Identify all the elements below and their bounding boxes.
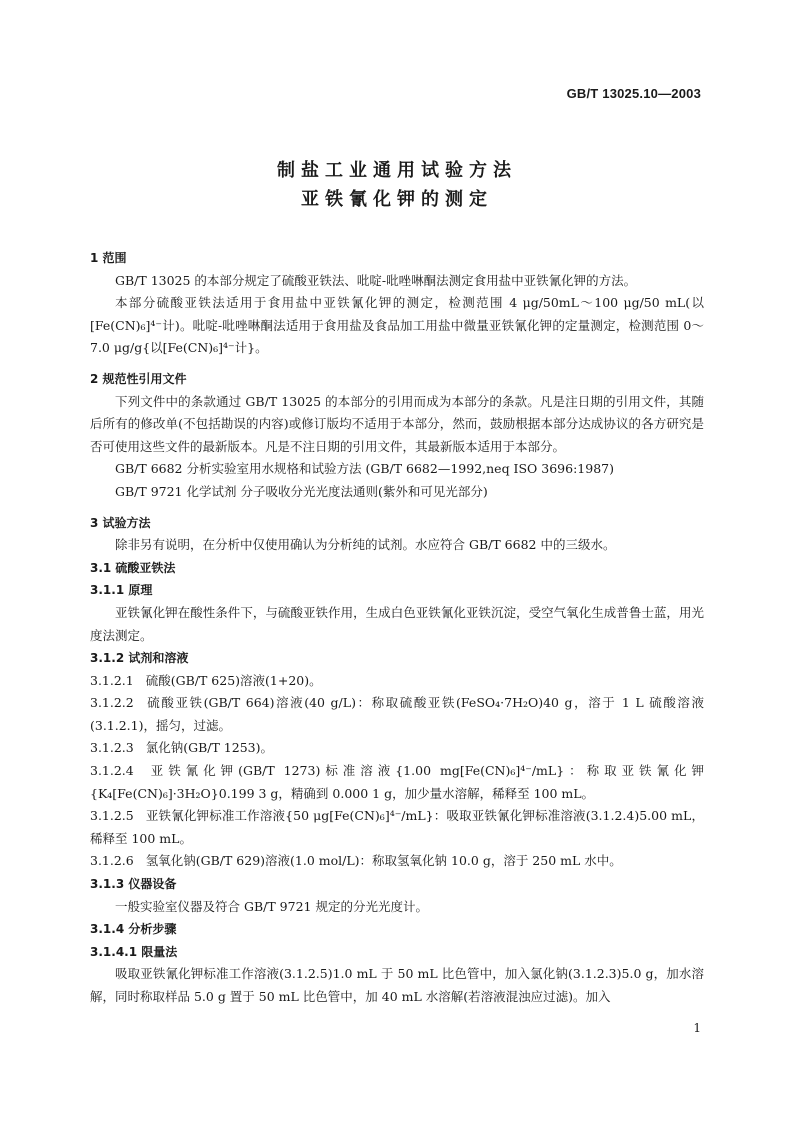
section-heading-methods: 3 试验方法 [90, 515, 151, 530]
subsection-heading: 3.1 硫酸亚铁法 [90, 560, 176, 575]
paragraph: 本部分硫酸亚铁法适用于食用盐中亚铁氰化钾的测定，检测范围 4 μg/50mL～100 μg/50 mL(以[Fe(CN)₆]⁴⁻计)。吡啶-吡唑啉酮法适用于食用盐及食品加工用盐中微量亚铁氰化钾的定量测定，检测范围 0～7.0 μg/g{以[Fe(CN)₆]⁴⁻计}。 [90, 295, 704, 356]
clause-item [90, 760, 704, 805]
page-number: 1 [693, 1021, 701, 1035]
clause-number: 3.1.2.6 [90, 853, 134, 869]
clause-text: 氯化钠(GB/T 1253)。 [145, 740, 273, 756]
section-heading-references: 2 规范性引用文件 [90, 371, 187, 386]
clause-number: 3.1.2.1 [90, 672, 134, 688]
paragraph: 亚铁氰化钾在酸性条件下，与硫酸亚铁作用，生成白色亚铁氰化亚铁沉淀，受空气氧化生成普鲁士蓝，用光度法测定。 [90, 604, 704, 643]
clause-text: 硫酸(GB/T 625)溶液(1+20)。 [145, 672, 322, 688]
clause-item [90, 805, 704, 850]
clause-item [90, 692, 704, 737]
clause-number: 3.1.2.2 [90, 695, 134, 711]
clause-text: 硫酸亚铁(GB/T 664)溶液(40 g/L)：称取硫酸亚铁(FeSO₄·7H₂O)40 g，溶于 1 L 硫酸溶液(3.1.2.1)，摇匀，过滤。 [90, 695, 704, 733]
reference-item: GB/T 9721 化学试剂 分子吸收分光光度法通则(紫外和可见光部分) [115, 483, 488, 499]
subsection-heading: 3.1.4 分析步骤 [90, 922, 177, 937]
paragraph: 一般实验室仪器及符合 GB/T 9721 规定的分光光度计。 [115, 898, 428, 914]
clause-text: 氢氧化钠(GB/T 629)溶液(1.0 mol/L)：称取氢氧化钠 10.0 g，溶于 250 mL 水中。 [145, 853, 622, 869]
clause-item [90, 670, 704, 693]
paragraph: GB/T 13025 的本部分规定了硫酸亚铁法、吡啶-吡唑啉酮法测定食用盐中亚铁氰化钾的方法。 [115, 272, 637, 288]
document-title-line1: 制盐工业通用试验方法 [277, 160, 517, 181]
paragraph: 除非另有说明，在分析中仅使用确认为分析纯的试剂。水应符合 GB/T 6682 中的三级水。 [115, 537, 616, 553]
section-heading-scope: 1 范围 [90, 251, 127, 265]
reference-item: GB/T 6682 分析实验室用水规格和试验方法 (GB/T 6682—1992,neq ISO 3696:1987) [115, 461, 614, 477]
clause-item [90, 850, 704, 873]
clause-item [90, 737, 704, 760]
document-title-line2: 亚铁氰化钾的测定 [301, 189, 493, 210]
subsection-heading: 3.1.2 试剂和溶液 [90, 651, 189, 666]
document-body [90, 247, 704, 1009]
clause-number: 3.1.2.3 [90, 740, 134, 756]
paragraph: 下列文件中的条款通过 GB/T 13025 的本部分的引用而成为本部分的条款。凡是注日期的引用文件，其随后所有的修改单(不包括勘误的内容)或修订版均不适用于本部分，然而，鼓励根据本部分达成协议的各方研究是否可使用这些文件的最新版本。凡是不注日期的引用文件，其最新版本适用于本部分。 [90, 393, 704, 454]
clause-text: 亚铁氰化钾标准工作溶液{50 μg[Fe(CN)₆]⁴⁻/mL}：吸取亚铁氰化钾标准溶液(3.1.2.4)5.00 mL，稀释至 100 mL。 [90, 808, 704, 846]
clause-number: 3.1.2.4 [90, 763, 134, 779]
subsection-heading: 3.1.3 仪器设备 [90, 877, 177, 892]
clause-text: 亚铁氰化钾(GB/T 1273)标准溶液{1.00 mg[Fe(CN)₆]⁴⁻/mL}：称取亚铁氰化钾{K₄[Fe(CN)₆]·3H₂O}0.199 3 g，精确到 0.000 1 g，加少量水溶解，稀释至 100 mL。 [90, 763, 704, 801]
standard-code: GB/T 13025.10—2003 [566, 86, 701, 101]
clause-number: 3.1.2.5 [90, 808, 134, 824]
paragraph: 吸取亚铁氰化钾标准工作溶液(3.1.2.5)1.0 mL 于 50 mL 比色管中，加入氯化钠(3.1.2.3)5.0 g，加水溶解，同时称取样品 5.0 g 置于 50 mL 比色管中，加 40 mL 水溶解(若溶液混浊应过滤)。加入 [90, 966, 704, 1004]
subsection-heading: 3.1.4.1 限量法 [90, 944, 178, 959]
subsection-heading: 3.1.1 原理 [90, 583, 153, 598]
